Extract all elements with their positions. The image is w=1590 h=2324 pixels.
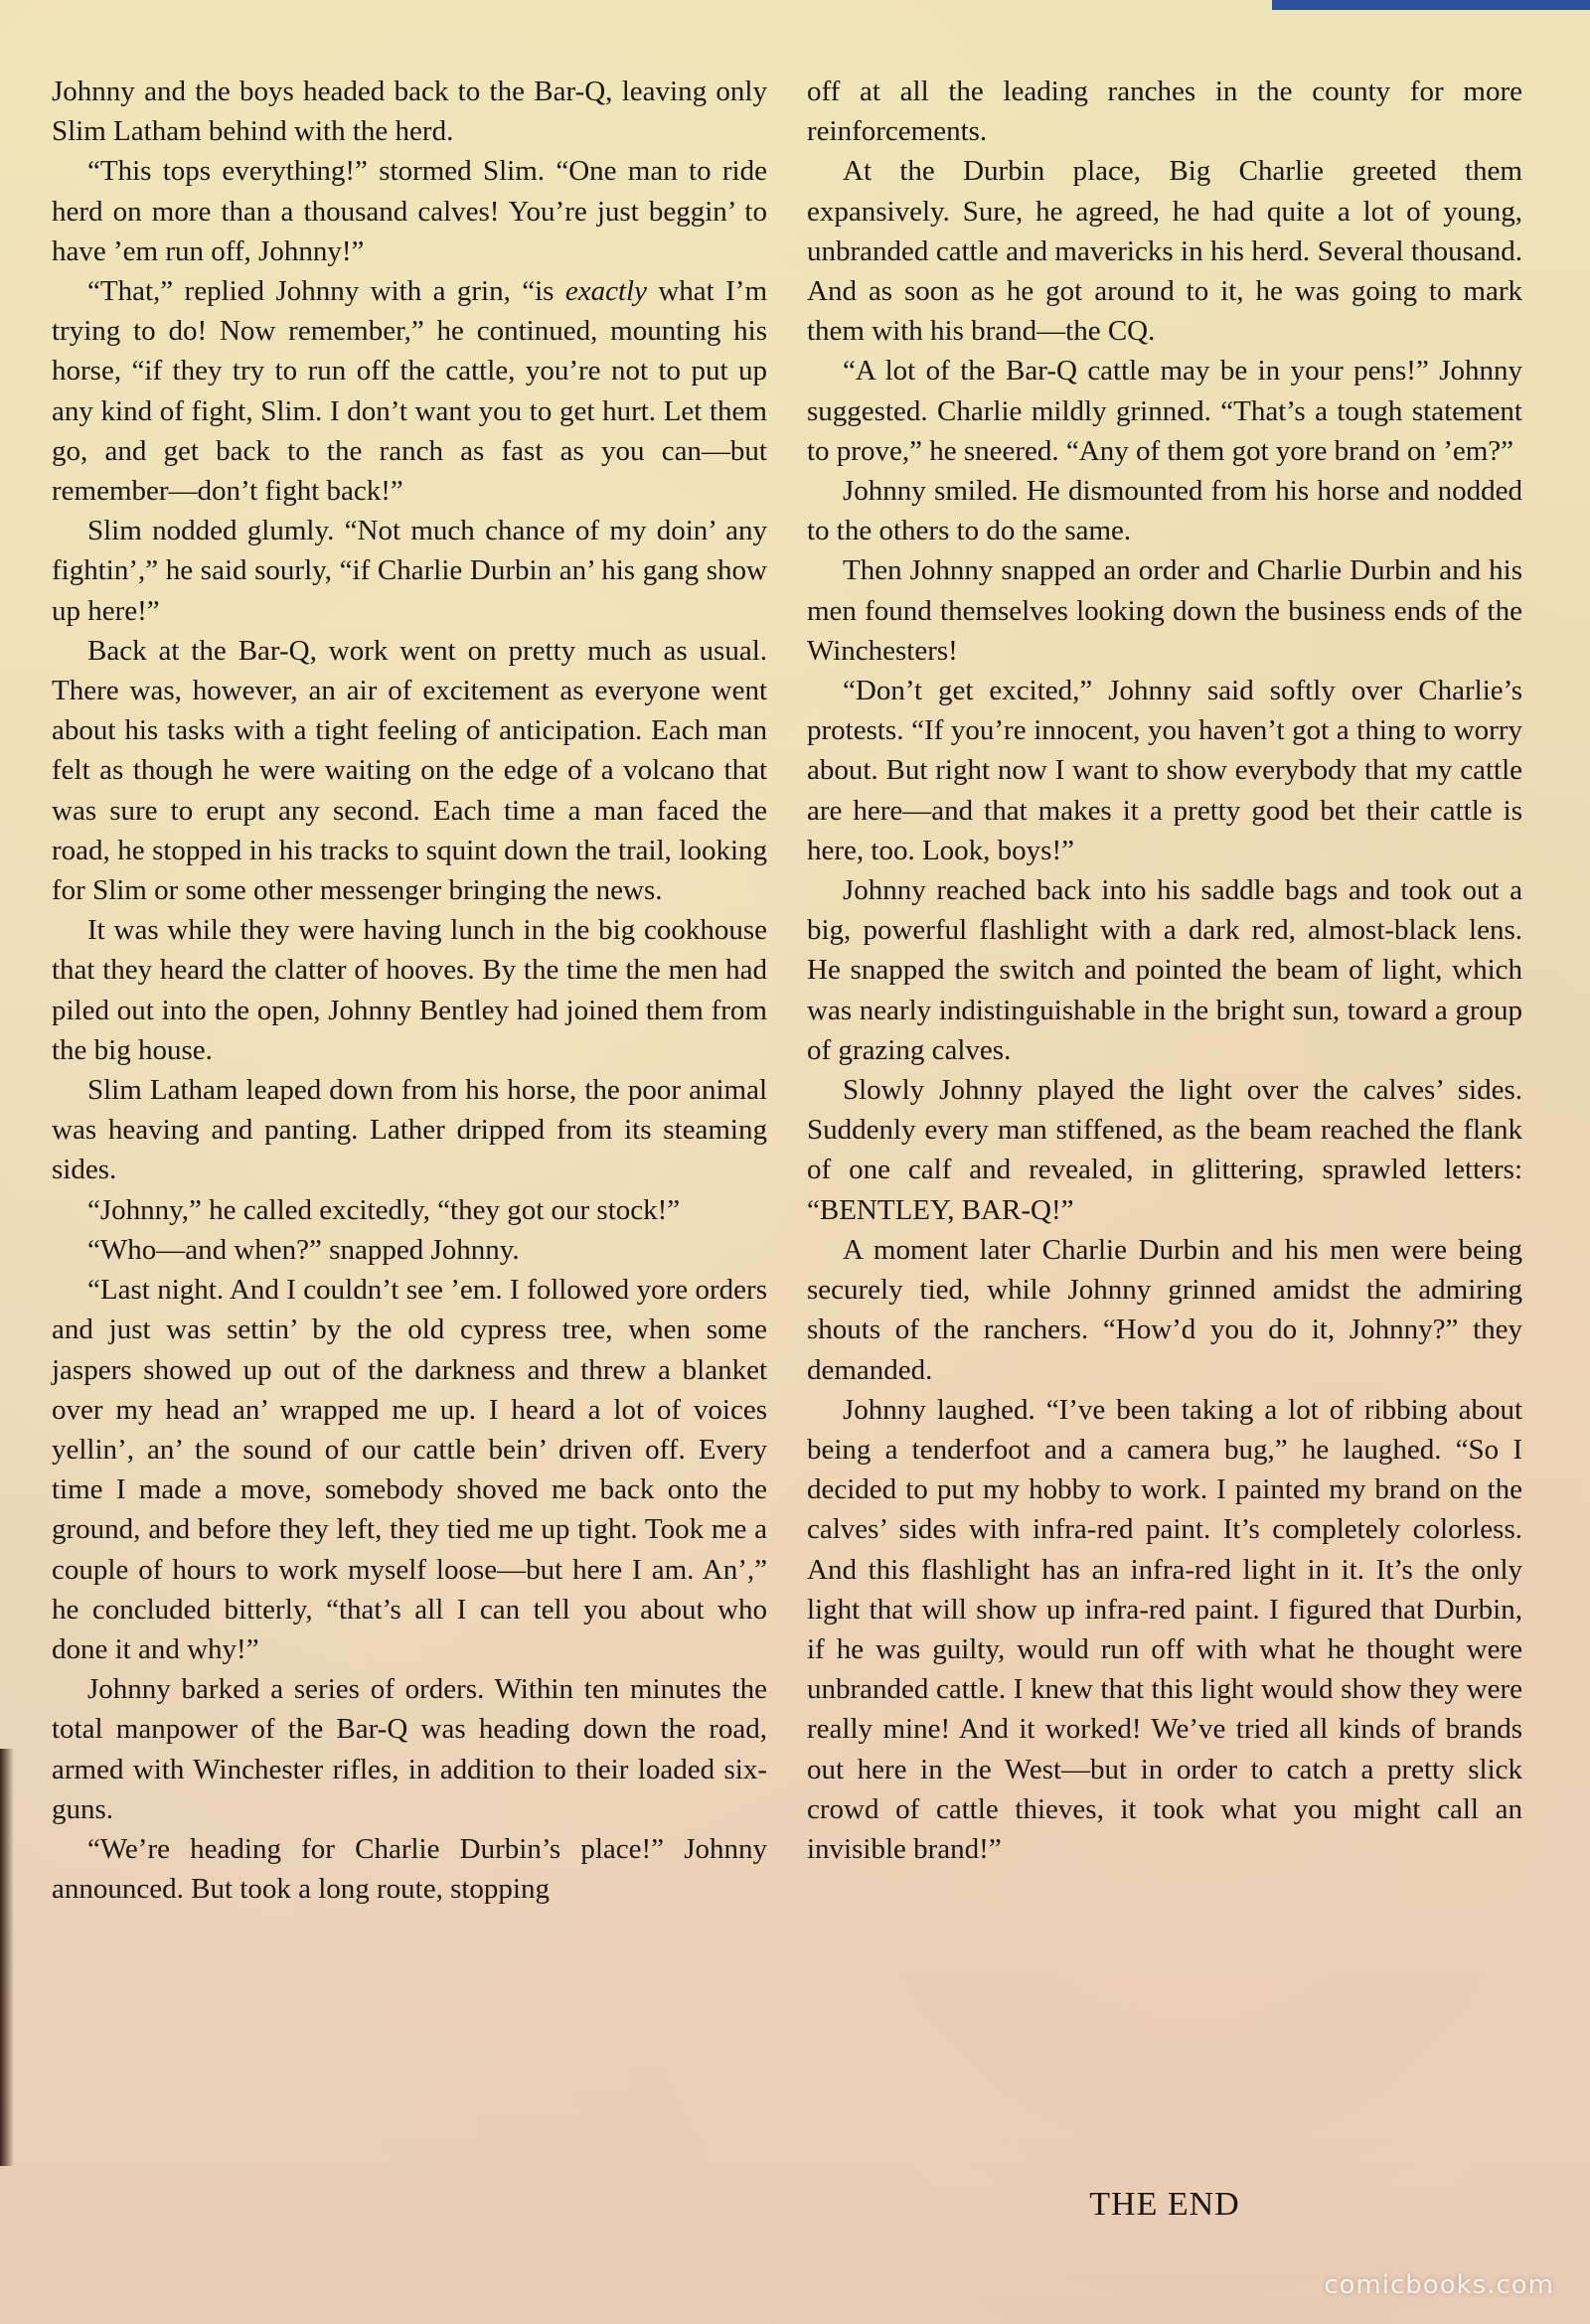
paragraph: “This tops everything!” stormed Slim. “One man to ride herd on more than a thousand calves! You’re just beggin’ to have ’em run off, Johnny!”: [52, 155, 767, 267]
paragraph: “Last night. And I couldn’t see ’em. I followed yore orders and just was settin’ by the old cypress tree, when some jaspers showed up out of the darkness and threw a blanket over my head an’ wrapped me up. I heard a lot of voices yellin’, an’ the sound of our cattle bein’ driven off. Every time I made a move, somebody shoved me back onto the ground, and before they left, they tied me up tight. Took me a couple of hours to work myself loose—but here I am. An’,” he concluded bitterly, “that’s all I can tell you about who done it and why!”: [52, 1274, 767, 1665]
paragraph: “Johnny,” he called excitedly, “they got our stock!”: [87, 1193, 681, 1226]
paragraph: off at all the leading ranches in the county for more reinforcements.: [807, 76, 1522, 148]
paragraph: “We’re heading for Charlie Durbin’s place!” Johnny announced. But took a long route, stopping: [52, 1832, 767, 1906]
paragraph: Johnny smiled. He dismounted from his horse and nodded to the others to do the same.: [807, 475, 1522, 547]
emphasis: exactly: [564, 275, 647, 308]
paragraph: Johnny and the boys headed back to the Bar-Q, leaving only Slim Latham behind with the herd.: [52, 76, 767, 148]
site-watermark: comicbooks.com: [1324, 2270, 1554, 2300]
paragraph: “Who—and when?” snapped Johnny.: [87, 1233, 520, 1266]
paragraph: Back at the Bar-Q, work went on pretty much as usual. There was, however, an air of excitement as everyone went about his tasks with a tight feeling of anticipation. Each man felt as though he were waiting on the edge of a volcano that was sure to erupt any second. Each time a man faced the road, he stopped in his tracks to squint down the trail, looking for Slim or some other messenger bringing the news.: [52, 634, 767, 907]
paragraph: “Don’t get excited,” Johnny said softly over Charlie’s protests. “If you’re innocent, you haven’t got a thing to worry about. But right now I want to show everybody that my cattle are here—and that makes it a pretty good bet their cattle is here, too. Look, boys!”: [807, 675, 1522, 866]
story-end-label: THE END: [1089, 2186, 1240, 2223]
paragraph: Johnny barked a series of orders. Within ten minutes the total manpower of the Bar-Q was heading down the road, armed with Winchester rifles, in addition to their loaded six-guns.: [52, 1673, 767, 1825]
top-border-strip: [1272, 0, 1590, 10]
paragraph: Slowly Johnny played the light over the calves’ sides. Suddenly every man stiffened, as the beam reached the flank of one calf and revealed, in glittering, sprawled letters: “BENTLEY, BAR-Q!”: [807, 1074, 1522, 1226]
paragraph: “That,” replied Johnny with a grin, “is exactly what I’m trying to do! Now remember,” he continued, mounting his horse, “if they try to run off the cattle, you’re not to put up any kind of fight, Slim. I don’t want you to get hurt. Let them go, and get back to the ranch as fast as you can—but remember—don’t fight back!”: [52, 275, 767, 508]
right-text-column: [807, 72, 1522, 1869]
paragraph: “A lot of the Bar-Q cattle may be in your pens!” Johnny suggested. Charlie mildly grinned. “That’s a tough statement to prove,” he sneered. “Any of them got yore brand on ’em?”: [807, 355, 1522, 467]
paragraph: Johnny reached back into his saddle bags and took out a big, powerful flashlight with a dark red, almost-black lens. He snapped the switch and pointed the beam of light, which was nearly indistinguishable in the bright sun, toward a group of grazing calves.: [807, 874, 1522, 1066]
left-text-column: [52, 72, 767, 1909]
page-edge-shadow: [0, 1749, 14, 2166]
paragraph: A moment later Charlie Durbin and his men were being securely tied, while Johnny grinned amidst the admiring shouts of the ranchers. “How’d you do it, Johnny?” they demanded.: [807, 1233, 1522, 1386]
paragraph: Slim nodded glumly. “Not much chance of my doin’ any fightin’,” he said sourly, “if Charlie Durbin an’ his gang show up here!”: [52, 515, 767, 627]
paragraph: At the Durbin place, Big Charlie greeted them expansively. Sure, he agreed, he had quite a lot of young, unbranded cattle and mavericks in his herd. Several thousand. And as soon as he got around to it, he was going to mark them with his brand—the CQ.: [807, 155, 1522, 348]
paragraph: It was while they were having lunch in the big cookhouse that they heard the clatter of hooves. By the time the men had piled out into the open, Johnny Bentley had joined them from the big house.: [52, 914, 767, 1066]
paragraph: Johnny laughed. “I’ve been taking a lot of ribbing about being a tenderfoot and a camera bug,” he laughed. “So I decided to put my hobby to work. I painted my brand on the calves’ sides with infra-red paint. It’s completely colorless. And this flashlight has an infra-red light in it. It’s the only light that will show up infra-red paint. I figured that Durbin, if he was guilty, would run off with what he thought were unbranded cattle. I knew that this light would show they were really mine! And it worked! We’ve tried all kinds of brands out here in the West—but in order to catch a pretty slick crowd of cattle thieves, it took what you might call an invisible brand!”: [807, 1393, 1522, 1865]
paragraph: Then Johnny snapped an order and Charlie Durbin and his men found themselves looking down the business ends of the Winchesters!: [807, 554, 1522, 667]
paragraph: Slim Latham leaped down from his horse, the poor animal was heaving and panting. Lather dripped from its steaming sides.: [52, 1074, 767, 1186]
